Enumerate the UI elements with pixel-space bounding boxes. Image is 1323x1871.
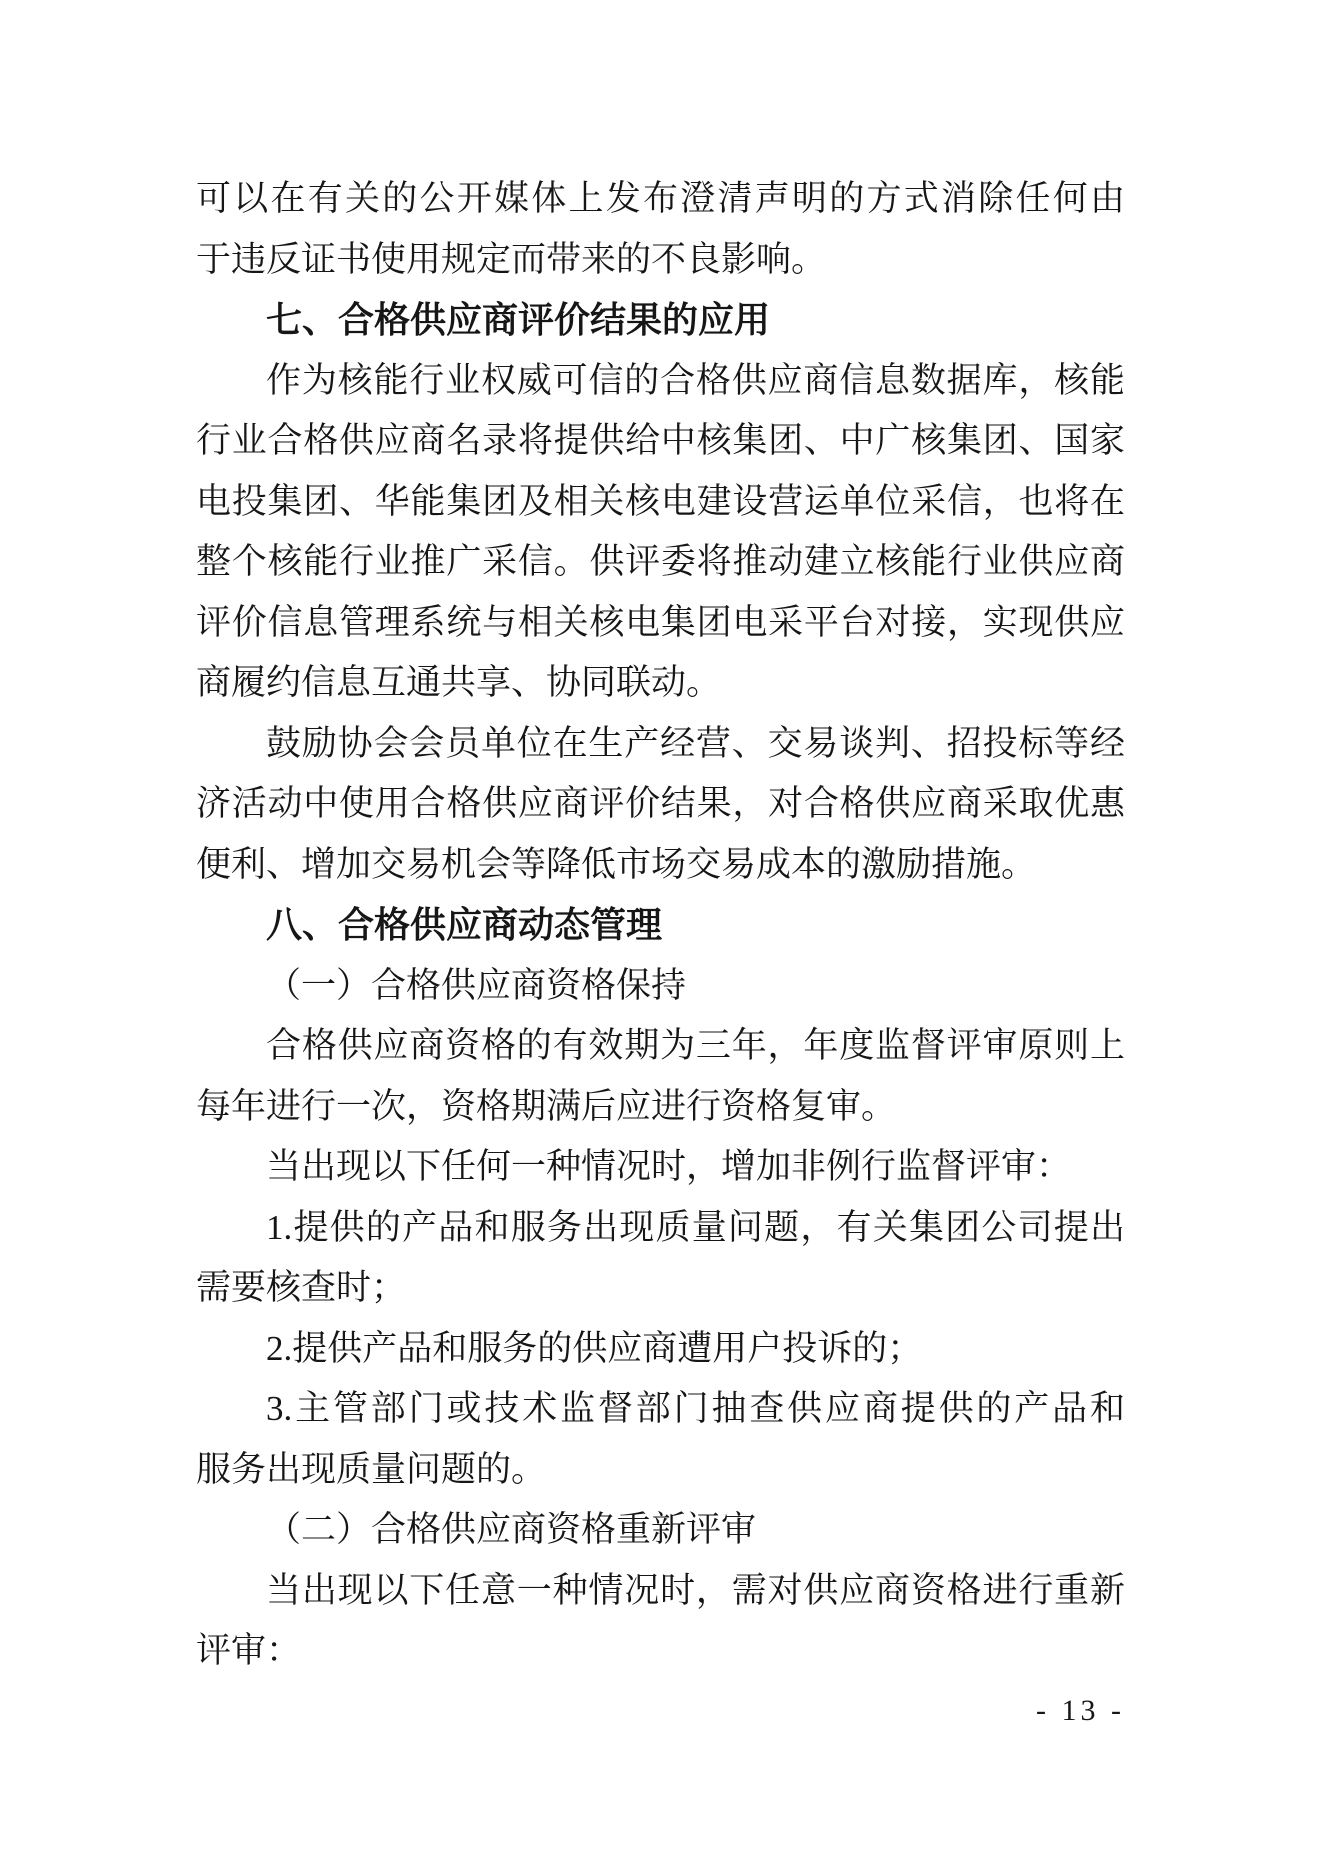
section-heading: 八、合格供应商动态管理 <box>266 904 663 945</box>
text-line: 服务出现质量问题的。 <box>196 1449 547 1489</box>
text-line: 整个核能行业推广采信。供评委将推动建立核能行业供应商 <box>196 542 1125 581</box>
text-block <box>196 169 1125 1682</box>
text-line: 当出现以下任意一种情况时，需对供应商资格进行重新 <box>266 1570 1125 1610</box>
text-line: 行业合格供应商名录将提供给中核集团、中广核集团、国家 <box>196 421 1125 460</box>
page-number: - 13 - <box>1036 1694 1125 1727</box>
text-line: 商履约信息互通共享、协同联动。 <box>196 663 722 702</box>
text-line: 评审： <box>196 1631 302 1670</box>
list-item-line: 1.提供的产品和服务出现质量问题，有关集团公司提出 <box>266 1207 1125 1247</box>
sub-heading: （二）合格供应商资格重新评审 <box>266 1510 757 1549</box>
text-line: 需要核查时； <box>196 1268 407 1307</box>
text-line: 于违反证书使用规定而带来的不良影响。 <box>196 239 827 279</box>
text-line: 当出现以下任何一种情况时，增加非例行监督评审： <box>266 1147 1072 1186</box>
text-line: 便利、增加交易机会等降低市场交易成本的激励措施。 <box>196 844 1037 884</box>
list-item-line: 2.提供产品和服务的供应商遭用户投诉的； <box>266 1328 923 1368</box>
text-line: 评价信息管理系统与相关核电集团电采平台对接，实现供应 <box>196 602 1125 642</box>
text-line: 每年进行一次，资格期满后应进行资格复审。 <box>196 1086 897 1126</box>
text-line: 合格供应商资格的有效期为三年，年度监督评审原则上 <box>266 1026 1125 1065</box>
section-heading: 七、合格供应商评价结果的应用 <box>266 299 771 340</box>
text-line: 济活动中使用合格供应商评价结果，对合格供应商采取优惠 <box>196 784 1125 823</box>
text-line: 作为核能行业权威可信的合格供应商信息数据库，核能 <box>266 360 1125 400</box>
text-line: 可以在有关的公开媒体上发布澄清声明的方式消除任何由 <box>196 179 1125 218</box>
list-item-line: 3.主管部门或技术监督部门抽查供应商提供的产品和 <box>266 1389 1125 1428</box>
text-line: 鼓励协会会员单位在生产经营、交易谈判、招投标等经 <box>266 723 1125 763</box>
text-line: 电投集团、华能集团及相关核电建设营运单位采信，也将在 <box>196 481 1125 521</box>
sub-heading: （一）合格供应商资格保持 <box>266 965 687 1005</box>
